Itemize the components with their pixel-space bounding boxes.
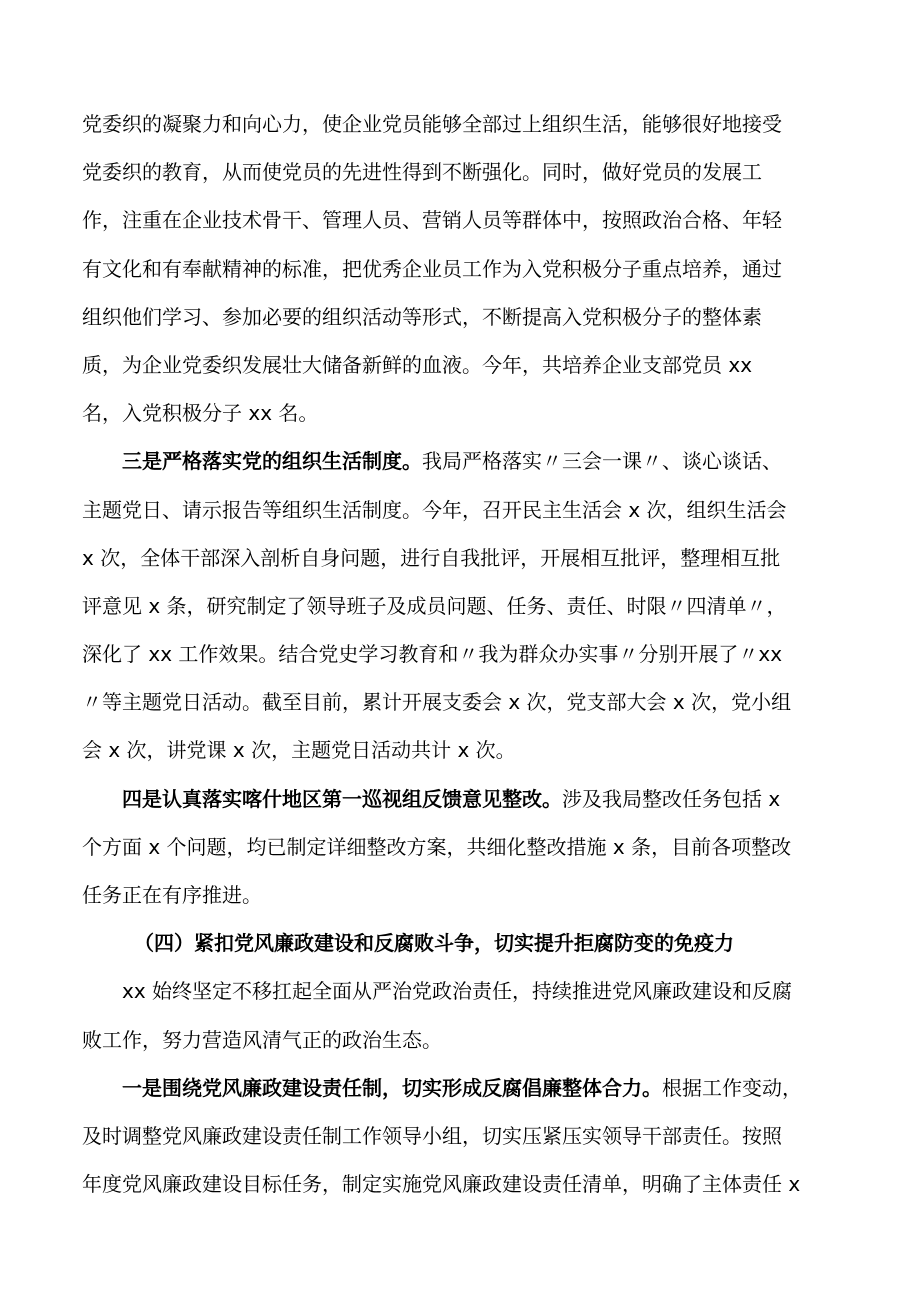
text-line: 主题党日、请示报告等组织生活制度。今年，召开民主生活会 x 次，组织生活会 <box>82 497 787 522</box>
text-line: 组织他们学习、参加必要的组织活动等形式，不断提高入党积极分子的整体素 <box>82 304 762 329</box>
section-heading: （四）紧扣党风廉政建设和反腐败斗争，切实提升拒腐防变的免疫力 <box>134 931 734 956</box>
paragraph-heading: 三是严格落实党的组织生活制度。 <box>122 449 422 474</box>
text-line: 个方面 x 个问题，均已制定详细整改方案，共细化整改措施 x 条，目前各项整改 <box>82 834 792 859</box>
paragraph-xx <box>82 967 852 1063</box>
text-line: 深化了 xx 工作效果。结合党史学习教育和〃我为群众办实事〃分别开展了〃xx <box>82 642 783 667</box>
paragraph-three <box>82 437 852 774</box>
paragraph-four <box>82 775 852 920</box>
text-line: 年度党风廉政建设目标任务，制定实施党风廉政建设责任清单，明确了主体责任 x <box>82 1172 801 1197</box>
text-run: 涉及我局整改任务包括 x <box>562 786 781 811</box>
text-line <box>82 1064 852 1112</box>
text-line: x 次，全体干部深入剖析自身问题，进行自我批评，开展相互批评，整理相互批 <box>82 545 781 570</box>
text-run: 根据工作变动， <box>662 1075 802 1100</box>
paragraph-heading: 四是认真落实喀什地区第一巡视组反馈意见整改。 <box>122 786 562 811</box>
text-line <box>82 775 852 823</box>
paragraph-intro <box>82 100 852 437</box>
text-line: 任务正在有序推进。 <box>82 883 262 907</box>
text-line: 〃等主题党日活动。截至目前，累计开展支委会 x 次，党支部大会 x 次，党小组 <box>82 690 792 715</box>
text-line <box>82 437 852 485</box>
text-run: 我局严格落实〃三会一课〃、谈心谈话、 <box>422 449 782 474</box>
text-line: 名，入党积极分子 xx 名。 <box>82 401 319 426</box>
text-line: 及时调整党风廉政建设责任制工作领导小组，切实压紧压实领导干部责任。按照 <box>82 1123 782 1148</box>
text-line: 党委织的教育，从而使党员的先进性得到不断强化。同时，做好党员的发展工 <box>82 160 762 185</box>
text-line: xx 始终坚定不移扛起全面从严治党政治责任，持续推进党风廉政建设和反腐 <box>122 979 793 1004</box>
text-line: 质，为企业党委织发展壮大储备新鲜的血液。今年，共培养企业支部党员 xx <box>82 352 753 377</box>
text-line: 败工作，努力营造风清气正的政治生态。 <box>82 1027 442 1052</box>
paragraph-one <box>82 1064 852 1209</box>
document-body <box>82 100 852 1208</box>
text-line: 党委织的凝聚力和向心力，使企业党员能够全部过上组织生活，能够很好地接受 <box>82 112 782 136</box>
text-line: 有文化和有奉献精神的标准，把优秀企业员工作为入党积极分子重点培养，通过 <box>82 256 782 281</box>
text-line: 评意见 x 条，研究制定了领导班子及成员问题、任务、责任、时限〃四清单〃， <box>82 593 787 618</box>
text-line: 作，注重在企业技术骨干、管理人员、营销人员等群体中，按照政治合格、年轻 <box>82 208 782 233</box>
text-line: 会 x 次，讲党课 x 次，主题党日活动共计 x 次。 <box>82 738 516 763</box>
paragraph-heading: 一是围绕党风廉政建设责任制，切实形成反腐倡廉整体合力。 <box>122 1075 662 1100</box>
